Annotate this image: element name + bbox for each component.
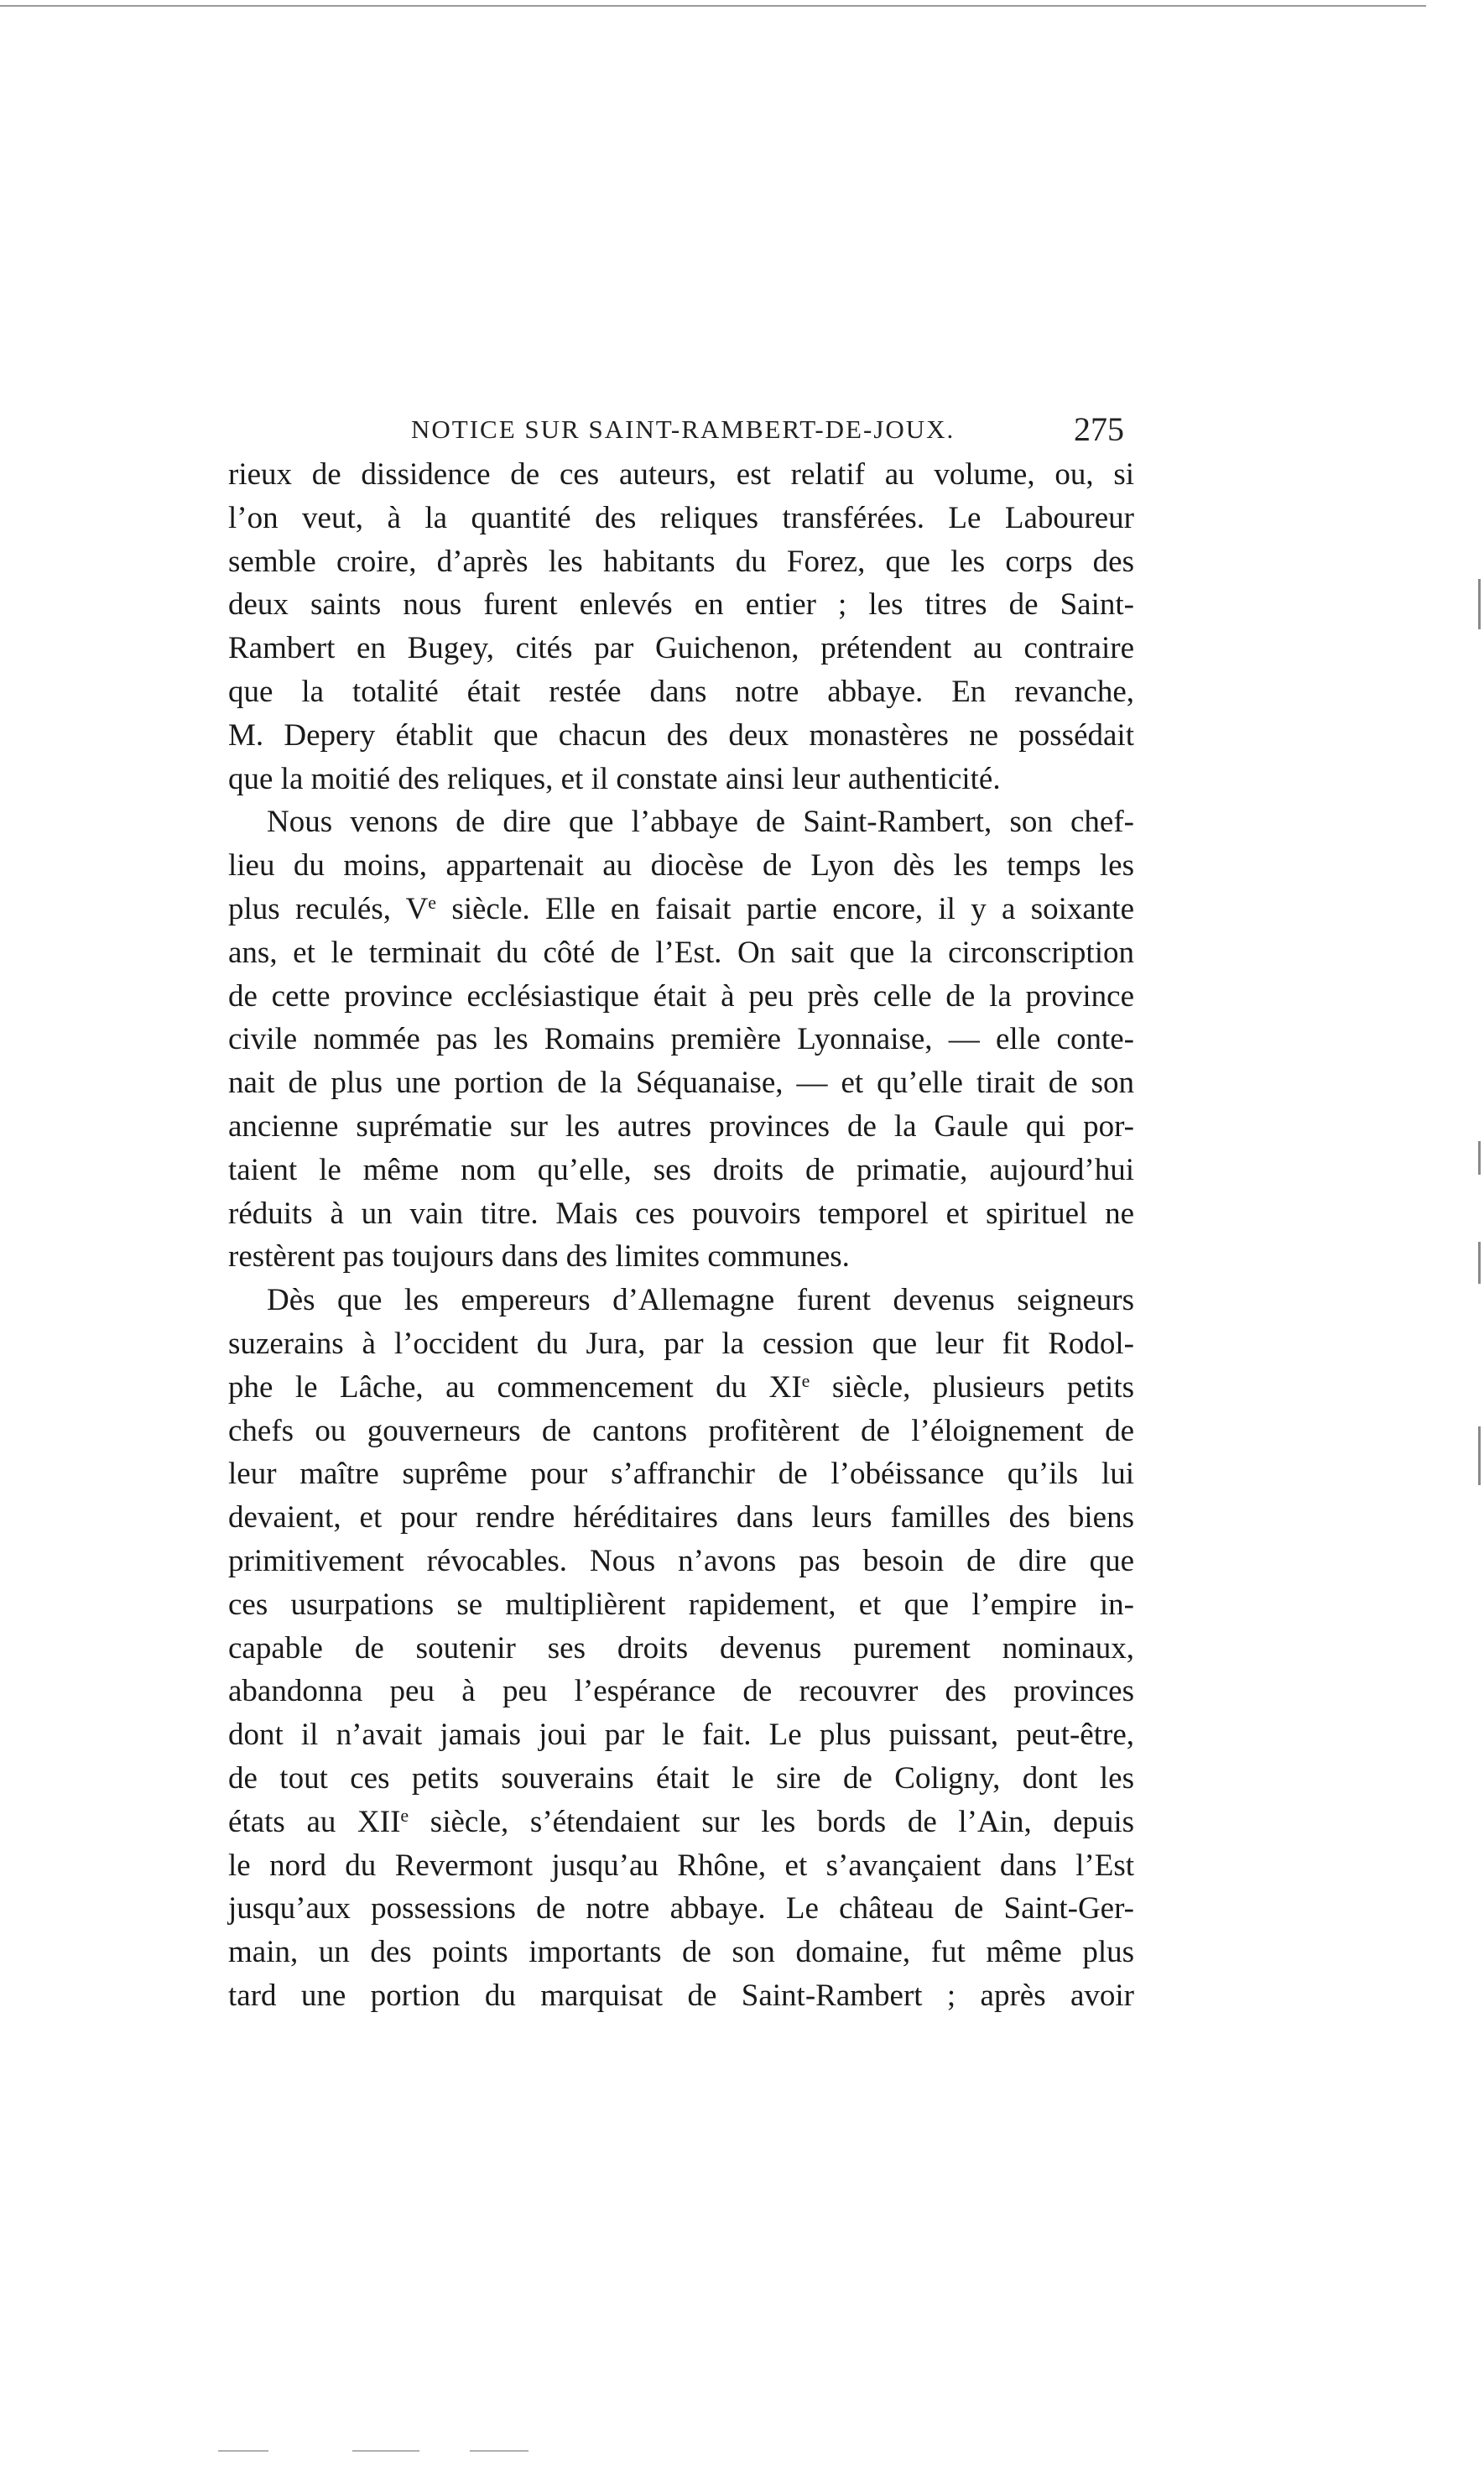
text-line: dont il n’avait jamais joui par le fait. Le plus puissant, peut-être, <box>228 1718 1134 1753</box>
text-line: que la totalité était restée dans notre abbaye. En revanche, <box>228 674 1134 709</box>
text-line: chefs ou gouverneurs de cantons profitèrent de l’éloignement de <box>228 1413 1134 1448</box>
text-segment: plus reculés, V <box>228 891 429 926</box>
scan-margin-mark <box>1478 1426 1481 1485</box>
page-number: 275 <box>1074 410 1124 448</box>
text-line: l’on veut, à la quantité des reliques transférées. Le Laboureur <box>228 500 1134 535</box>
text-line: que la moitié des reliques, et il constate ainsi leur authenticité. <box>228 761 1001 796</box>
text-line: suzerains à l’occident du Jura, par la cession que leur fit Rodol- <box>228 1326 1134 1361</box>
text-line: Dès que les empereurs d’Allemagne furent devenus seigneurs <box>267 1283 1134 1318</box>
text-line: réduits à un vain titre. Mais ces pouvoirs temporel et spirituel ne <box>228 1196 1134 1231</box>
text-line: restèrent pas toujours dans des limites communes. <box>228 1239 850 1275</box>
text-line: ancienne suprématie sur les autres provinces de la Gaule qui por- <box>228 1108 1134 1144</box>
superscript-e: e <box>801 1369 810 1391</box>
text-line: taient le même nom qu’elle, ses droits de primatie, aujourd’hui <box>228 1152 1134 1187</box>
text-line: Nous venons de dire que l’abbaye de Saint-Rambert, son chef- <box>267 805 1134 840</box>
text-segment: siècle. Elle en faisait partie encore, il y a soixante <box>436 891 1135 926</box>
text-line: primitivement révocables. Nous n’avons pas besoin de dire que <box>228 1543 1134 1578</box>
text-line: M. Depery établit que chacun des deux monastères ne possédait <box>228 717 1134 753</box>
running-head <box>0 409 1484 460</box>
text-line: deux saints nous furent enlevés en entier ; les titres de Saint- <box>228 587 1134 623</box>
text-line: nait de plus une portion de la Séquanaise, — et qu’elle tirait de son <box>228 1066 1134 1101</box>
running-head-title: NOTICE SUR SAINT-RAMBERT-DE-JOUX. <box>411 414 955 444</box>
text-segment: siècle, plusieurs petits <box>810 1369 1134 1405</box>
text-line: ces usurpations se multiplièrent rapidement, et que l’empire in- <box>228 1587 1134 1622</box>
scan-margin-mark <box>1478 579 1481 629</box>
scan-edge-rule <box>352 2450 419 2452</box>
superscript-e: e <box>400 1804 409 1826</box>
scan-margin-mark <box>1478 1242 1481 1284</box>
body-text <box>228 453 1134 2098</box>
text-line <box>228 1366 1134 1410</box>
text-line: capable de soutenir ses droits devenus purement nominaux, <box>228 1630 1134 1666</box>
scan-edge-rule <box>0 5 1426 7</box>
text-line: de cette province ecclésiastique était à peu près celle de la province <box>228 978 1134 1014</box>
text-line: abandonna peu à peu l’espérance de recouvrer des provinces <box>228 1674 1134 1709</box>
text-segment: siècle, s’étendaient sur les bords de l’Ain, depuis <box>409 1804 1134 1839</box>
text-line <box>228 888 1134 931</box>
text-line <box>228 1801 1134 1844</box>
text-line: devaient, et pour rendre héréditaires dans leurs familles des biens <box>228 1500 1134 1535</box>
scan-edge-rule <box>218 2450 268 2452</box>
scan-edge-rule <box>470 2450 529 2452</box>
text-line: main, un des points importants de son domaine, fut même plus <box>228 1935 1134 1970</box>
text-line: Rambert en Bugey, cités par Guichenon, prétendent au contraire <box>228 631 1134 666</box>
text-line: leur maître suprême pour s’affranchir de l’obéissance qu’ils lui <box>228 1457 1134 1492</box>
text-line: de tout ces petits souverains était le sire de Coligny, dont les <box>228 1760 1134 1796</box>
text-line: civile nommée pas les Romains première Lyonnaise, — elle conte- <box>228 1022 1134 1057</box>
text-line: tard une portion du marquisat de Saint-Rambert ; après avoir <box>228 1978 1134 2013</box>
text-line: ans, et le terminait du côté de l’Est. On sait que la circonscription <box>228 935 1134 970</box>
text-segment: états au XII <box>228 1804 401 1839</box>
text-line: semble croire, d’après les habitants du Forez, que les corps des <box>228 544 1134 579</box>
scan-margin-mark <box>1478 1141 1481 1175</box>
text-line: lieu du moins, appartenait au diocèse de Lyon dès les temps les <box>228 848 1134 884</box>
superscript-e: e <box>428 891 437 913</box>
text-segment: phe le Lâche, au commencement du XI <box>228 1369 802 1405</box>
text-line: jusqu’aux possessions de notre abbaye. Le château de Saint-Ger- <box>228 1891 1134 1926</box>
text-line: rieux de dissidence de ces auteurs, est relatif au volume, ou, si <box>228 457 1134 492</box>
text-line: le nord du Revermont jusqu’au Rhône, et s’avançaient dans l’Est <box>228 1848 1134 1883</box>
